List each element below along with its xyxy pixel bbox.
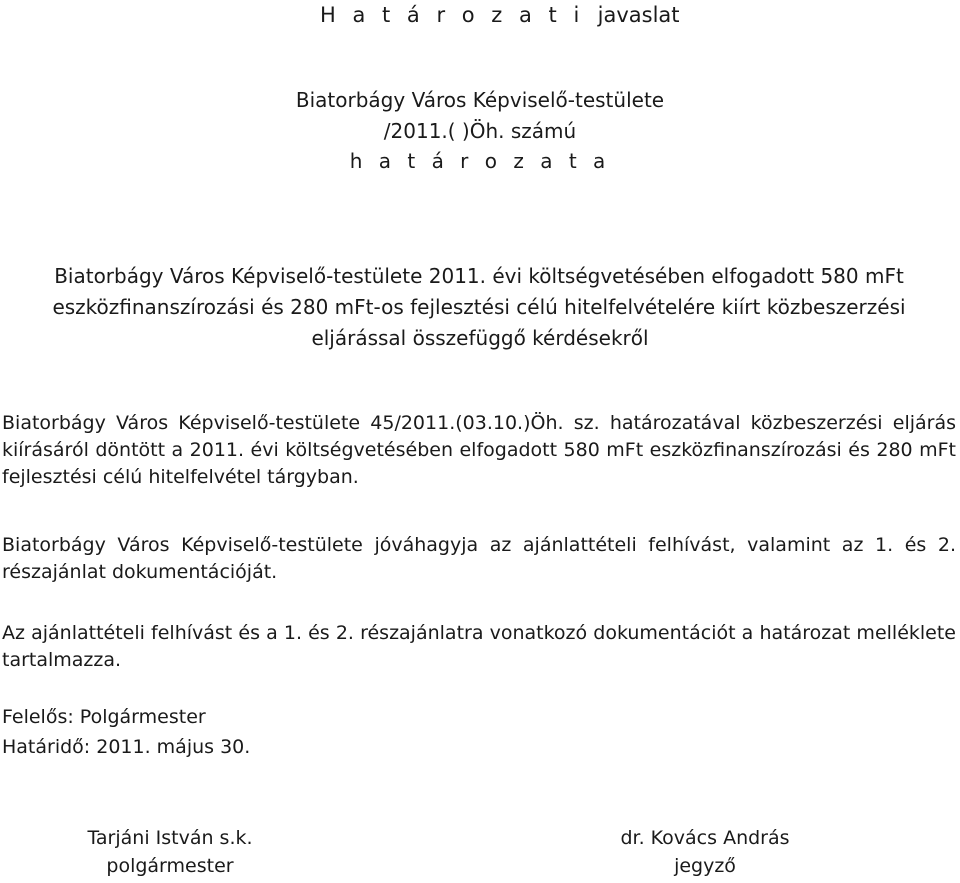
paragraph-2: Biatorbágy Város Képviselő-testülete jóváhagyja az ajánlattételi felhívást, valamint az 1. és 2. részajánlat dokumentációját.	[2, 534, 956, 583]
subject-line-1: Biatorbágy Város Képviselő-testülete 2011. évi költségvetésében elfogadott 580 mFt	[54, 264, 904, 288]
signature-mayor-name: Tarjáni István s.k.	[87, 827, 253, 849]
signature-mayor	[60, 824, 280, 880]
header-word: h a t á r o z a t a	[349, 149, 611, 173]
header-number: /2011.( )Öh. számú	[383, 119, 577, 143]
paragraph-1: Biatorbágy Város Képviselő-testülete 45/2011.(03.10.)Öh. sz. határozatával közbeszerzési eljárás kiírásáról döntött a 2011. évi költségvetésében elfogadott 580 mFt eszközfinanszírozási és 280 mFt fejlesztési célú hitelfelvétel tárgyban.	[2, 412, 956, 488]
deadline-line: Határidő: 2011. május 30.	[2, 736, 251, 758]
subject-line-2: eszközfinanszírozási és 280 mFt-os fejlesztési célú hitelfelvételére kiírt közbeszerzési	[52, 295, 906, 319]
signature-mayor-role: polgármester	[106, 855, 234, 877]
responsible-line: Felelős: Polgármester	[2, 706, 206, 728]
subject-line-3: eljárással összefüggő kérdésekről	[311, 326, 649, 350]
signature-notary-role: jegyző	[674, 855, 736, 877]
header-body: Biatorbágy Város Képviselő-testülete	[295, 88, 665, 112]
paragraph-3: Az ajánlattételi felhívást és a 1. és 2. részajánlatra vonatkozó dokumentációt a határozat melléklete tartalmazza.	[2, 622, 956, 671]
signature-notary-name: dr. Kovács András	[620, 827, 790, 849]
document-title	[320, 5, 680, 26]
document-title-spaced: H a t á r o z a t i	[320, 3, 585, 27]
document-title-rest: javaslat	[597, 3, 680, 27]
signature-notary	[590, 824, 820, 880]
